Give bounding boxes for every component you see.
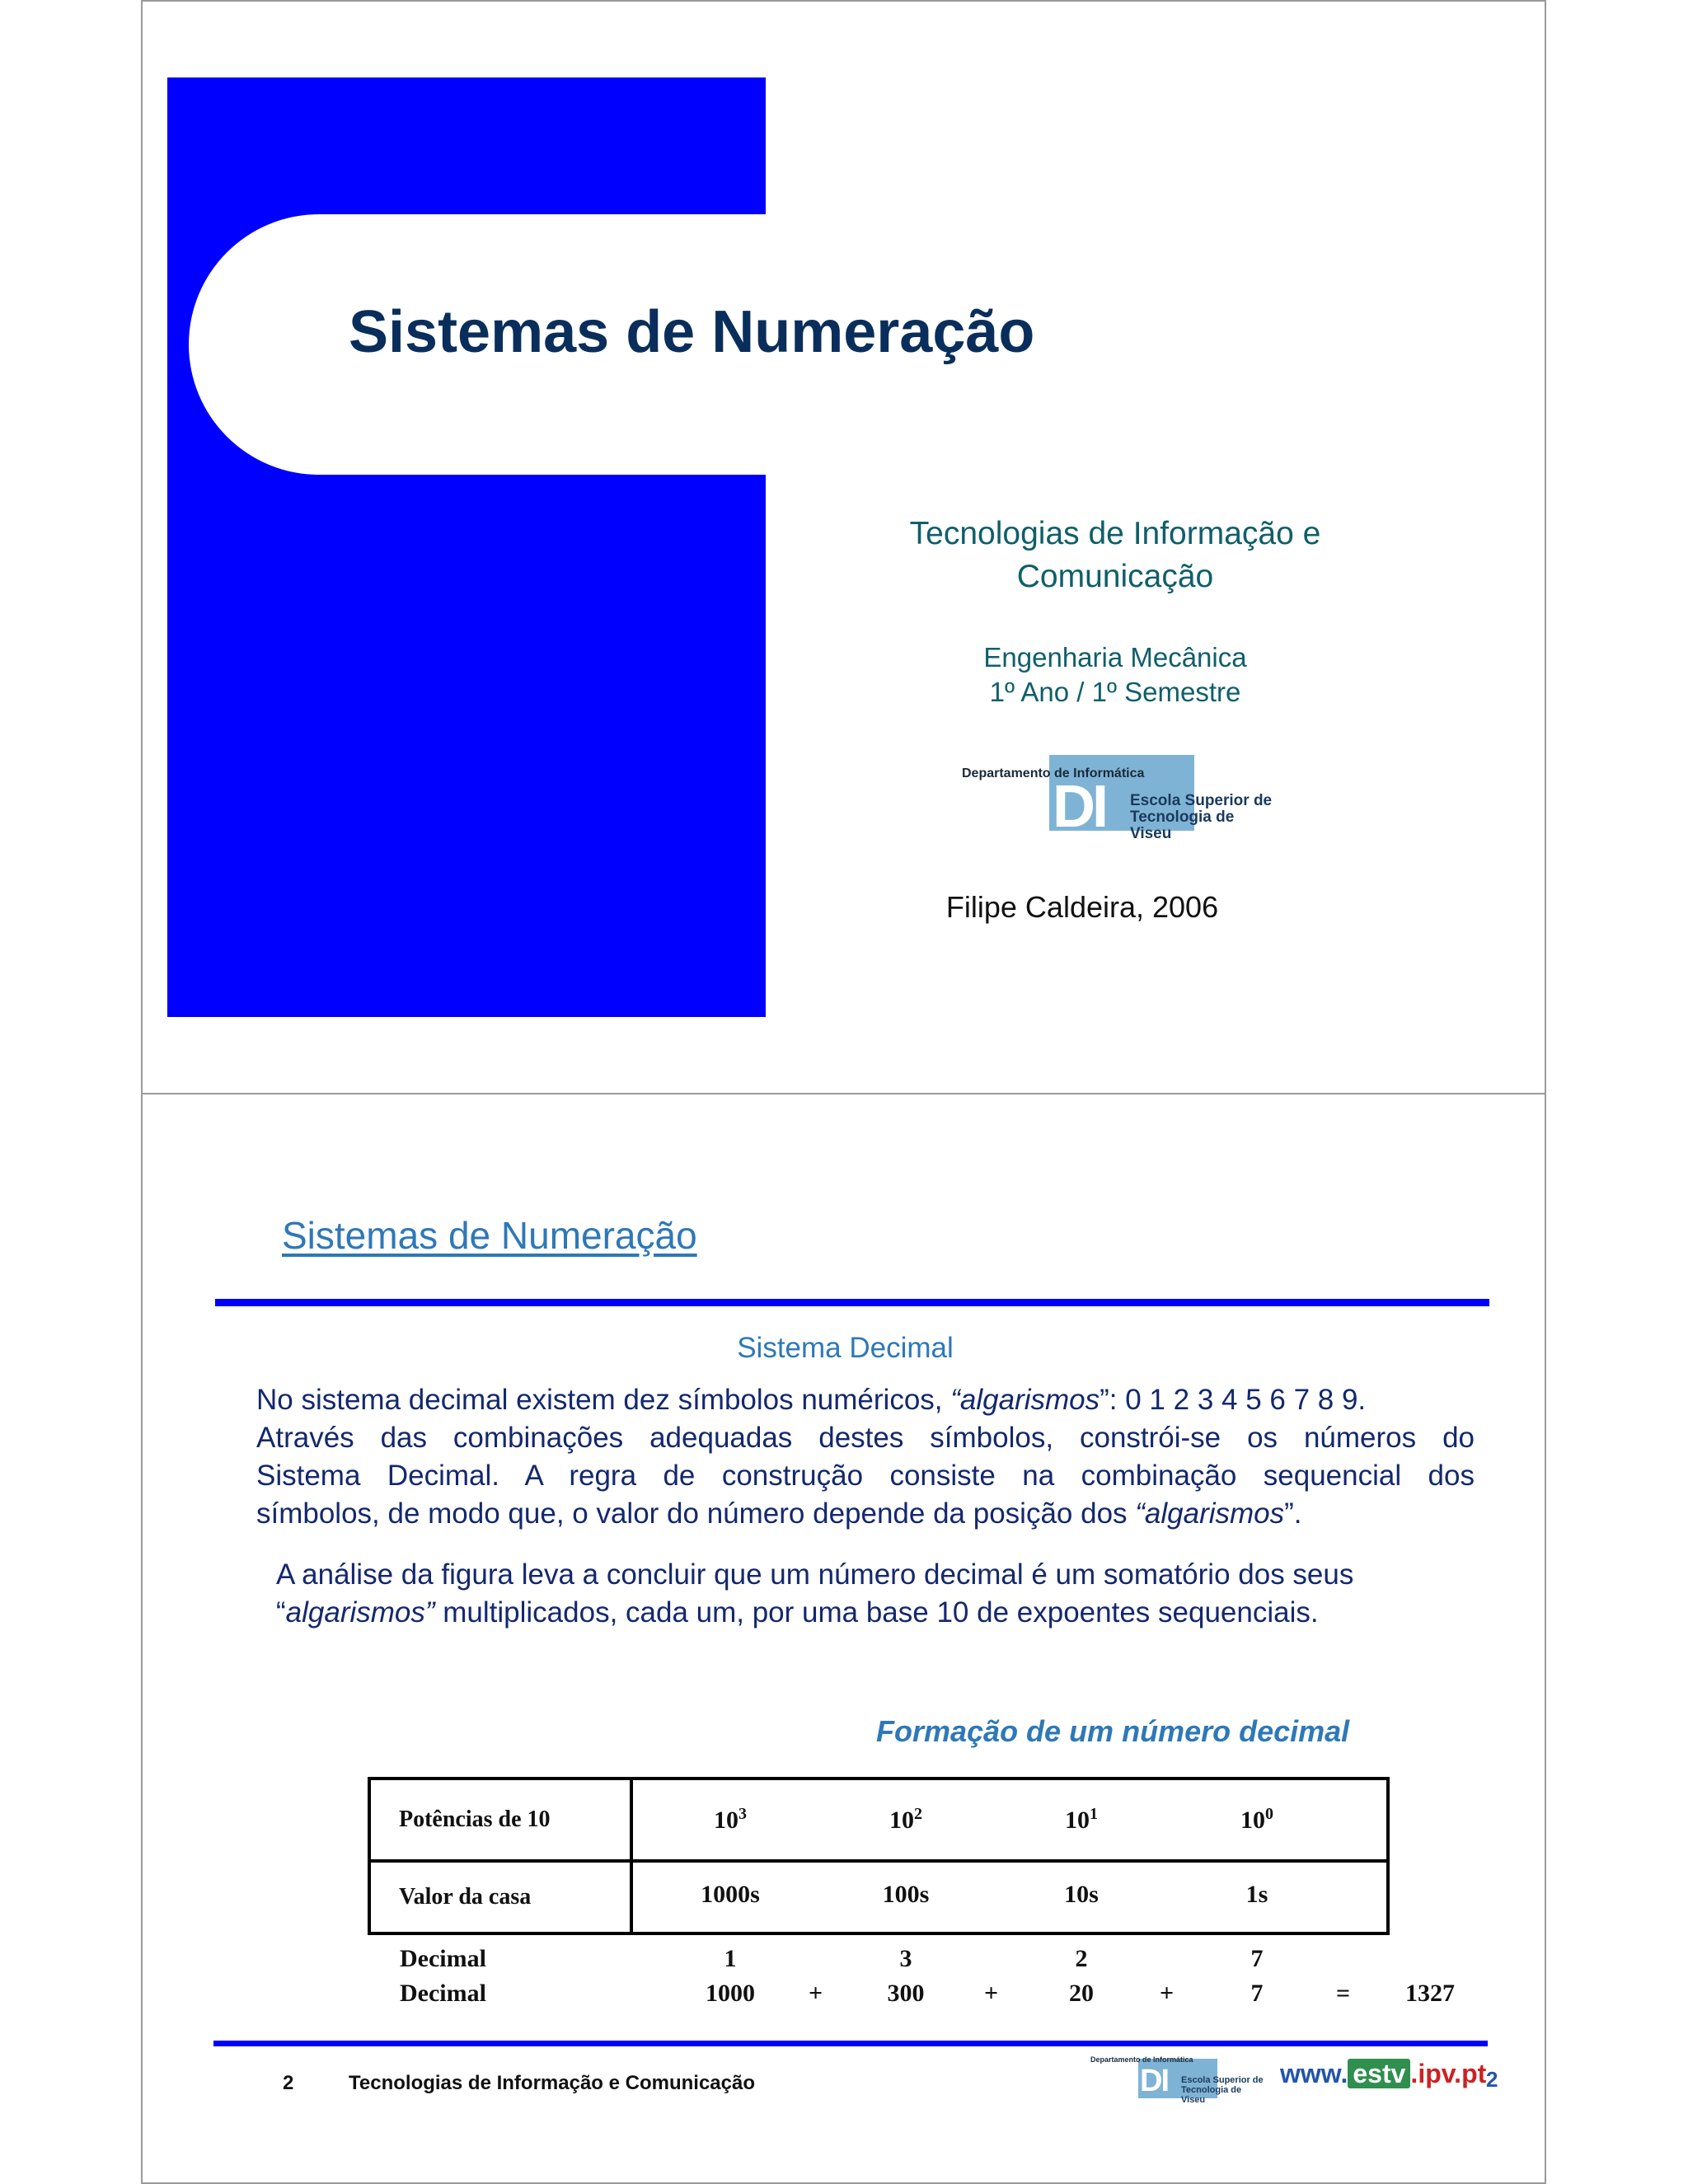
logo-dept-text: Departamento de Informática xyxy=(962,766,1145,780)
power-cell xyxy=(1207,1805,1306,1835)
para2-line-2 xyxy=(276,1594,1479,1632)
program-line-1: Engenharia Mecânica xyxy=(983,642,1247,673)
para2-line-2-quote: “ xyxy=(276,1596,286,1629)
power-base: 10 xyxy=(714,1807,738,1834)
para2-line-2-emphasis: algarismos” xyxy=(285,1596,435,1629)
slide-title: Sistemas de Numeração xyxy=(282,1214,697,1257)
footer-department-logo xyxy=(1090,2055,1280,2110)
para1-line-4-text: símbolos, de modo que, o valor do número depende da posição dos xyxy=(256,1497,1136,1530)
paragraph-1 xyxy=(256,1381,1475,1533)
para1-line-1 xyxy=(256,1381,1475,1419)
power-base: 10 xyxy=(1065,1807,1090,1834)
logo-initials: DI xyxy=(1140,2064,1168,2098)
digit-value: 7 xyxy=(1250,1945,1264,1972)
para1-line-3: Sistema Decimal. A regra de construção consiste na combinação sequencial dos xyxy=(256,1460,1475,1492)
bottom-divider xyxy=(213,2041,1488,2046)
power-exponent: 3 xyxy=(738,1805,747,1823)
logo-initials: DI xyxy=(1053,774,1105,840)
website-prefix: www. xyxy=(1280,2059,1348,2088)
author-credit: Filipe Caldeira, 2006 xyxy=(945,890,1219,924)
top-divider xyxy=(215,1299,1489,1306)
logo-school-line-3: Viseu xyxy=(1181,2095,1206,2105)
digit-value: 1 xyxy=(724,1945,737,1972)
plus-sign: + xyxy=(809,1980,823,2007)
course-line-2: Comunicação xyxy=(1016,559,1214,594)
para1-line-4-emphasis: “algarismos xyxy=(1135,1497,1285,1530)
para2-line-1: A análise da figura leva a concluir que um número decimal é um somatório dos seus xyxy=(276,1558,1354,1591)
paragraph-2 xyxy=(276,1556,1479,1632)
slide-title: Sistemas de Numeração xyxy=(349,299,1035,365)
website-suffix: .ipv.pt xyxy=(1410,2059,1487,2088)
power-exponent: 0 xyxy=(1265,1805,1273,1823)
logo-dept-text: Departamento de Informática xyxy=(1090,2055,1193,2064)
sum-term: 1000 xyxy=(706,1980,755,2007)
slide-1 xyxy=(141,0,1546,1094)
para1-line-1-emphasis: “algarismos xyxy=(950,1384,1100,1416)
sum-term: 20 xyxy=(1069,1980,1094,2007)
program-line-2: 1º Ano / 1º Semestre xyxy=(989,677,1241,707)
power-exponent: 2 xyxy=(914,1805,922,1823)
course-line-1: Tecnologias de Informação e xyxy=(909,516,1321,551)
equals-sign: = xyxy=(1336,1980,1351,2007)
website-url xyxy=(1280,2059,1486,2089)
digits-row-label: Decimal xyxy=(400,1945,486,1972)
website-estv: estv xyxy=(1348,2059,1410,2088)
power-base: 10 xyxy=(1240,1807,1265,1834)
para1-line-1-text: No sistema decimal existem dez símbolos numéricos, xyxy=(256,1384,951,1416)
digit-value: 2 xyxy=(1075,1945,1088,1972)
sum-row-label: Decimal xyxy=(400,1980,486,2007)
plus-sign: + xyxy=(984,1980,999,2007)
department-logo xyxy=(962,753,1292,844)
slide-2 xyxy=(141,1093,1546,2184)
power-base: 10 xyxy=(889,1807,914,1834)
table-row-divider xyxy=(371,1859,1386,1863)
logo-school-line-2: Tecnologia de xyxy=(1181,2085,1242,2095)
digit-value: 3 xyxy=(899,1945,912,1972)
table-column-divider xyxy=(630,1780,633,1932)
power-cell xyxy=(681,1805,780,1835)
logo-school-line-1: Escola Superior de xyxy=(1130,792,1273,809)
para2-line-2-text: multiplicados, cada um, por uma base 10 de expoentes sequenciais. xyxy=(434,1596,1319,1629)
decimal-place-table xyxy=(368,1777,1390,1935)
table-row-label-place-value: Valor da casa xyxy=(399,1884,532,1910)
para1-line-4-end: ”. xyxy=(1284,1497,1302,1530)
place-value-cell: 1s xyxy=(1245,1881,1268,1908)
logo-school-line-1: Escola Superior de xyxy=(1181,2075,1264,2085)
sum-result: 1327 xyxy=(1405,1980,1455,2007)
place-value-cell: 1000s xyxy=(701,1881,760,1908)
para1-line-2: Através das combinações adequadas destes símbolos, constrói-se os números do xyxy=(256,1422,1475,1454)
power-cell xyxy=(1032,1805,1131,1835)
footer-page-number: 2 xyxy=(283,2072,294,2094)
table-row-label-powers: Potências de 10 xyxy=(399,1807,551,1832)
figure-caption: Formação de um número decimal xyxy=(876,1714,1350,1748)
program-info xyxy=(851,640,1379,710)
place-value-cell: 100s xyxy=(882,1881,930,1908)
para1-line-4 xyxy=(256,1495,1475,1533)
logo-school-line-2: Tecnologia de xyxy=(1130,808,1235,826)
logo-school-name xyxy=(1130,793,1272,842)
power-cell xyxy=(856,1805,955,1835)
logo-school-name xyxy=(1181,2075,1264,2105)
logo-school-line-3: Viseu xyxy=(1130,825,1172,842)
footer-course-title: Tecnologias de Informação e Comunicação xyxy=(349,2072,756,2094)
plus-sign: + xyxy=(1160,1980,1175,2007)
power-exponent: 1 xyxy=(1090,1805,1098,1823)
course-name xyxy=(851,513,1379,598)
sum-term: 300 xyxy=(887,1980,925,2007)
place-value-cell: 10s xyxy=(1064,1881,1099,1908)
slide-number-corner: 2 xyxy=(1486,2067,1498,2092)
para1-line-1-digits: ”: 0 1 2 3 4 5 6 7 8 9. xyxy=(1100,1384,1367,1416)
sum-term: 7 xyxy=(1250,1980,1264,2007)
section-subheading: Sistema Decimal xyxy=(737,1332,954,1364)
